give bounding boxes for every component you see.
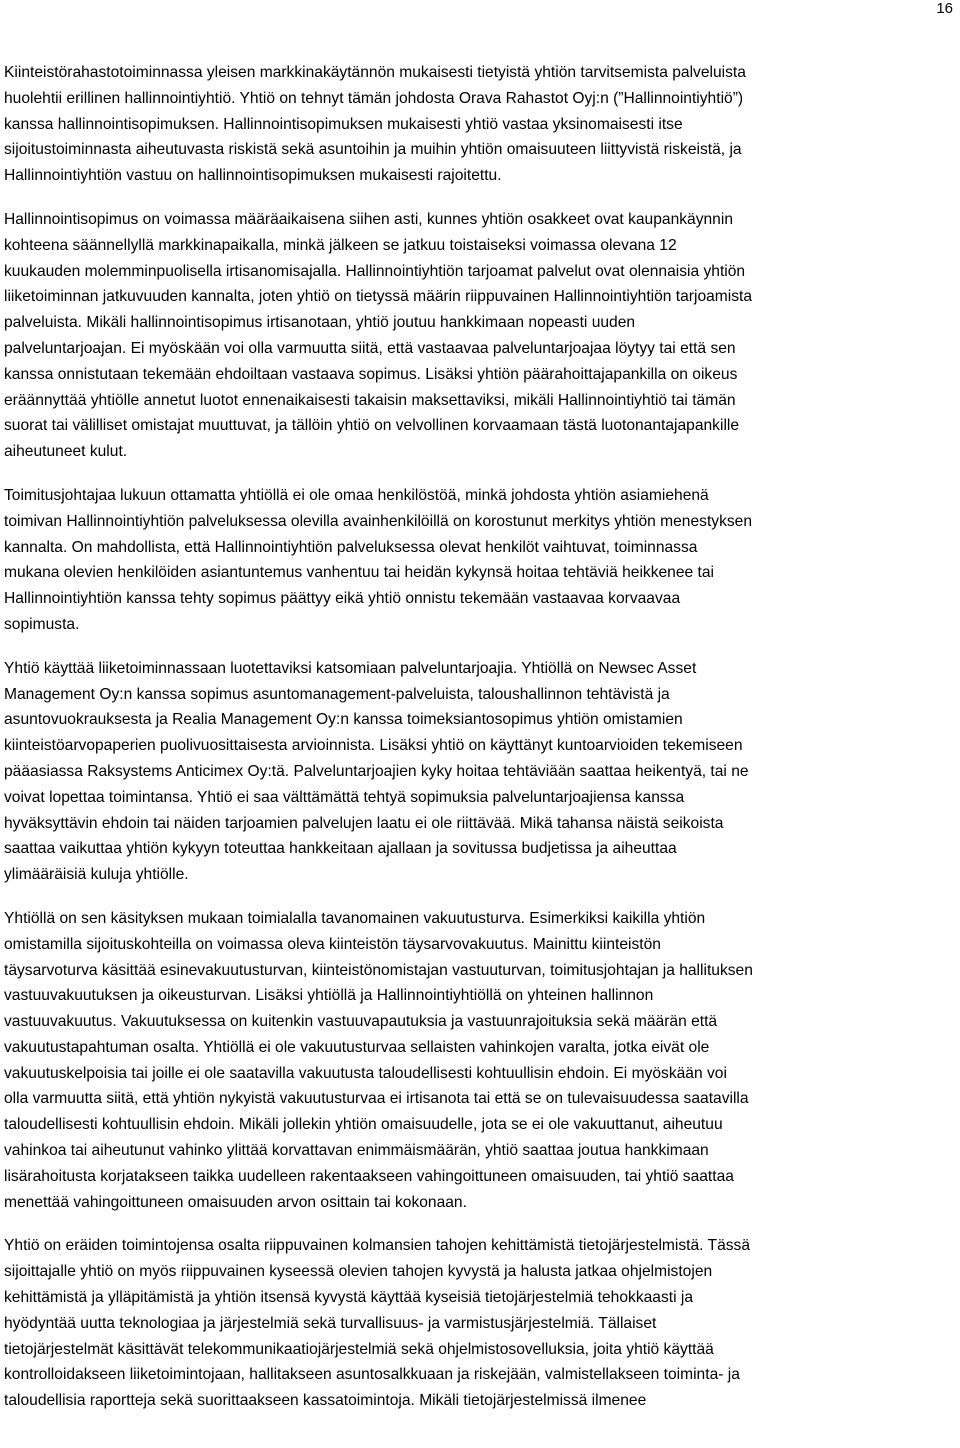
- text-line: Yhtiöllä on sen käsityksen mukaan toimialalla tavanomainen vakuutusturva. Esimerkiksi kaikilla yhtiön: [4, 909, 706, 927]
- text-line: kontrolloidakseen liiketoimintojaan, hallitakseen asuntosalkkuaan ja riskejään, valmistellakseen toiminta- ja: [4, 1366, 740, 1384]
- text-line: kanssa hallinnointisopimuksen. Hallinnointisopimuksen mukaisesti yhtiö vastaa yksinomaisesti itse: [4, 115, 683, 133]
- text-line: omistamilla sijoituskohteilla on voimassa oleva kiinteistön täysarvovakuutus. Mainittu kiinteistön: [4, 935, 661, 953]
- text-line: sijoittajalle yhtiö on myös riippuvainen kyseessä olevien tahojen kyvystä ja halusta jatkaa ohjelmistojen: [4, 1263, 713, 1281]
- text-line: liiketoiminnan jatkuvuuden kannalta, joten yhtiö on tietyssä määrin riippuvainen Hallinnointiyhtiön tarjoamista: [4, 288, 753, 306]
- text-line: vahinkoa tai aiheutunut vahinko ylittää korvattavan enimmäismäärän, yhtiö saattaa joutua hankkimaan: [4, 1142, 709, 1160]
- text-line: kohteena säännellyllä markkinapaikalla, minkä jälkeen se jatkuu toistaiseksi voimassa olevana 12: [4, 236, 677, 254]
- text-line: sijoitustoiminnasta aiheutuvasta riskistä sekä asuntoihin ja muihin yhtiön omaisuuteen liittyvistä riskeistä, ja: [4, 141, 742, 159]
- text-line: huolehtii erillinen hallinnointiyhtiö. Yhtiö on tehnyt tämän johdosta Orava Rahastot Oyj:n (”Hallinnointiyhtiö”): [4, 89, 744, 107]
- paragraph-information-systems: [4, 1233, 956, 1414]
- text-line: kuukauden molemminpuolisella irtisanomisajalla. Hallinnointiyhtiön tarjoamat palvelut ovat olennaisia yhtiön: [4, 262, 746, 280]
- text-line: eräännyttää yhtiölle annetut luotot ennenaikaisesti takaisin maksettaviksi, mikäli Hallinnointiyhtiö tai tämän: [4, 391, 736, 409]
- document-body: [4, 60, 956, 1432]
- text-line: Hallinnointiyhtiön kanssa tehty sopimus päättyy eikä yhtiö onnistu tekemään vastaavaa korvaavaa: [4, 590, 681, 608]
- paragraph-insurance: [4, 906, 956, 1216]
- text-line: mukana olevien henkilöiden asiantuntemus vanhentuu tai heidän kykynsä hoitaa tehtäviä heikkenee tai: [4, 564, 714, 582]
- text-line: vastuuvakuutus. Vakuutuksessa on kuitenkin vastuuvapautuksia ja vastuunrajoituksia sekä määrän että: [4, 1013, 718, 1031]
- text-line: Hallinnointisopimus on voimassa määräaikaisena siihen asti, kunnes yhtiön osakkeet ovat kaupankäynnin: [4, 210, 733, 228]
- text-line: Hallinnointiyhtiön vastuu on hallinnointisopimuksen mukaisesti rajoitettu.: [4, 167, 502, 185]
- paragraph-administration-agreement: [4, 60, 956, 189]
- text-line: ylimääräisiä kuluja yhtiölle.: [4, 866, 189, 884]
- text-line: Yhtiö on eräiden toimintojensa osalta riippuvainen kolmansien tahojen kehittämistä tietojärjestelmistä. Tässä: [4, 1237, 751, 1255]
- text-line: lisärahoitusta korjatakseen taikka uudelleen rakentaakseen vahingoittuneen omaisuuden, tai yhtiö saattaa: [4, 1167, 734, 1185]
- text-line: voivat lopettaa toimintansa. Yhtiö ei saa välttämättä tehtyä sopimuksia palveluntarjoajiensa kanssa: [4, 788, 685, 806]
- text-line: kanssa onnistutaan tekemään ehdoiltaan vastaava sopimus. Lisäksi yhtiön päärahoittajapankilla on oikeus: [4, 365, 738, 383]
- text-line: olla varmuutta siitä, että yhtiön nykyistä vakuutusturvaa ei irtisanota tai että se on tulevaisuudessa saatavilla: [4, 1090, 749, 1108]
- text-line: vakuutuskelpoisia tai joille ei ole saatavilla vakuutusta taloudellisesti kohtuullisin ehdoin. Ei myöskään voi: [4, 1064, 727, 1082]
- text-line: saattaa vaikuttaa yhtiön kykyyn toteuttaa hankkeitaan ajallaan ja sovitussa budjetissa ja aiheuttaa: [4, 840, 677, 858]
- text-line: asuntovuokrauksesta ja Realia Management Oy:n kanssa toimeksiantosopimus yhtiön omistamien: [4, 711, 683, 729]
- text-line: palveluista. Mikäli hallinnointisopimus irtisanotaan, yhtiö joutuu hankkimaan nopeasti uuden: [4, 314, 636, 332]
- text-line: kiinteistöarvopaperien puolivuosittaisesta arvioinnista. Lisäksi yhtiö on käyttänyt kuntoarvioiden tekemiseen: [4, 737, 743, 755]
- text-line: vastuuvakuutuksen ja oikeusturvan. Lisäksi yhtiöllä ja Hallinnointiyhtiöllä on yhteinen hallinnon: [4, 987, 654, 1005]
- text-line: pääasiassa Raksystems Anticimex Oy:tä. Palveluntarjoajien kyky hoitaa tehtäviään saattaa heikentyä, tai ne: [4, 762, 749, 780]
- text-line: Yhtiö käyttää liiketoiminnassaan luotettaviksi katsomiaan palveluntarjoajia. Yhtiöllä on Newsec Asset: [4, 659, 697, 677]
- page-number: 16: [936, 0, 953, 17]
- text-line: suorat tai välilliset omistajat muuttuvat, ja tällöin yhtiö on velvollinen korvaamaan tästä luotonantajapankille: [4, 417, 740, 435]
- text-line: toimivan Hallinnointiyhtiön palveluksessa olevilla avainhenkilöillä on korostunut merkitys yhtiön menestyksen: [4, 512, 753, 530]
- text-line: Kiinteistörahastotoiminnassa yleisen markkinakäytännön mukaisesti tietyistä yhtiön tarvitsemista palveluista: [4, 64, 746, 81]
- text-line: hyödyntää uutta teknologiaa ja järjestelmiä sekä turvallisuus- ja varmistusjärjestelmiä. Tällaiset: [4, 1314, 657, 1332]
- text-line: aiheutuneet kulut.: [4, 443, 128, 461]
- paragraph-key-personnel: [4, 483, 956, 638]
- text-line: Toimitusjohtajaa lukuun ottamatta yhtiöllä ei ole omaa henkilöstöä, minkä johdosta yhtiön asiamiehenä: [4, 486, 709, 504]
- text-line: taloudellisesti kohtuullisin ehdoin. Mikäli jollekin yhtiön omaisuudelle, jota se ei ole vakuuttanut, aiheutuu: [4, 1116, 723, 1134]
- text-line: täysarvoturva käsittää esinevakuutusturvan, kiinteistönomistajan vastuuturvan, toimitusjohtajan ja hallituksen: [4, 961, 753, 979]
- text-line: tietojärjestelmät käsittävät telekommunikaatiojärjestelmiä sekä ohjelmistosovelluksia, joita yhtiö käyttää: [4, 1340, 714, 1358]
- paragraph-agreement-term: [4, 207, 956, 465]
- text-line: kehittämistä ja ylläpitämistä ja yhtiön itsensä kyvystä käyttää kyseisiä tietojärjestelmiä tehokkaasti ja: [4, 1289, 694, 1307]
- text-line: taloudellisia raportteja sekä suorittaakseen kassatoimintoja. Mikäli tietojärjestelmissä ilmenee: [4, 1392, 647, 1410]
- paragraph-service-providers: [4, 656, 956, 888]
- text-line: sopimusta.: [4, 615, 80, 633]
- text-line: Management Oy:n kanssa sopimus asuntomanagement-palveluista, taloushallinnon tehtävistä ja: [4, 685, 670, 703]
- text-line: hyväksyttävin ehdoin tai näiden tarjoamien palvelujen laatu ei ole riittävää. Mikä tahansa näistä seikoista: [4, 814, 724, 832]
- text-line: palveluntarjoajan. Ei myöskään voi olla varmuutta siitä, että vastaavaa palveluntarjoajaa löytyy tai että sen: [4, 339, 736, 357]
- text-line: vakuutustapahtuman osalta. Yhtiöllä ei ole vakuutusturvaa sellaisten vahinkojen varalta, jotka eivät ole: [4, 1038, 710, 1056]
- text-line: menettää vahingoittuneen omaisuuden arvon osittain tai kokonaan.: [4, 1193, 467, 1211]
- text-line: kannalta. On mahdollista, että Hallinnointiyhtiön palveluksessa olevat henkilöt vaihtuvat, toiminnassa: [4, 538, 698, 556]
